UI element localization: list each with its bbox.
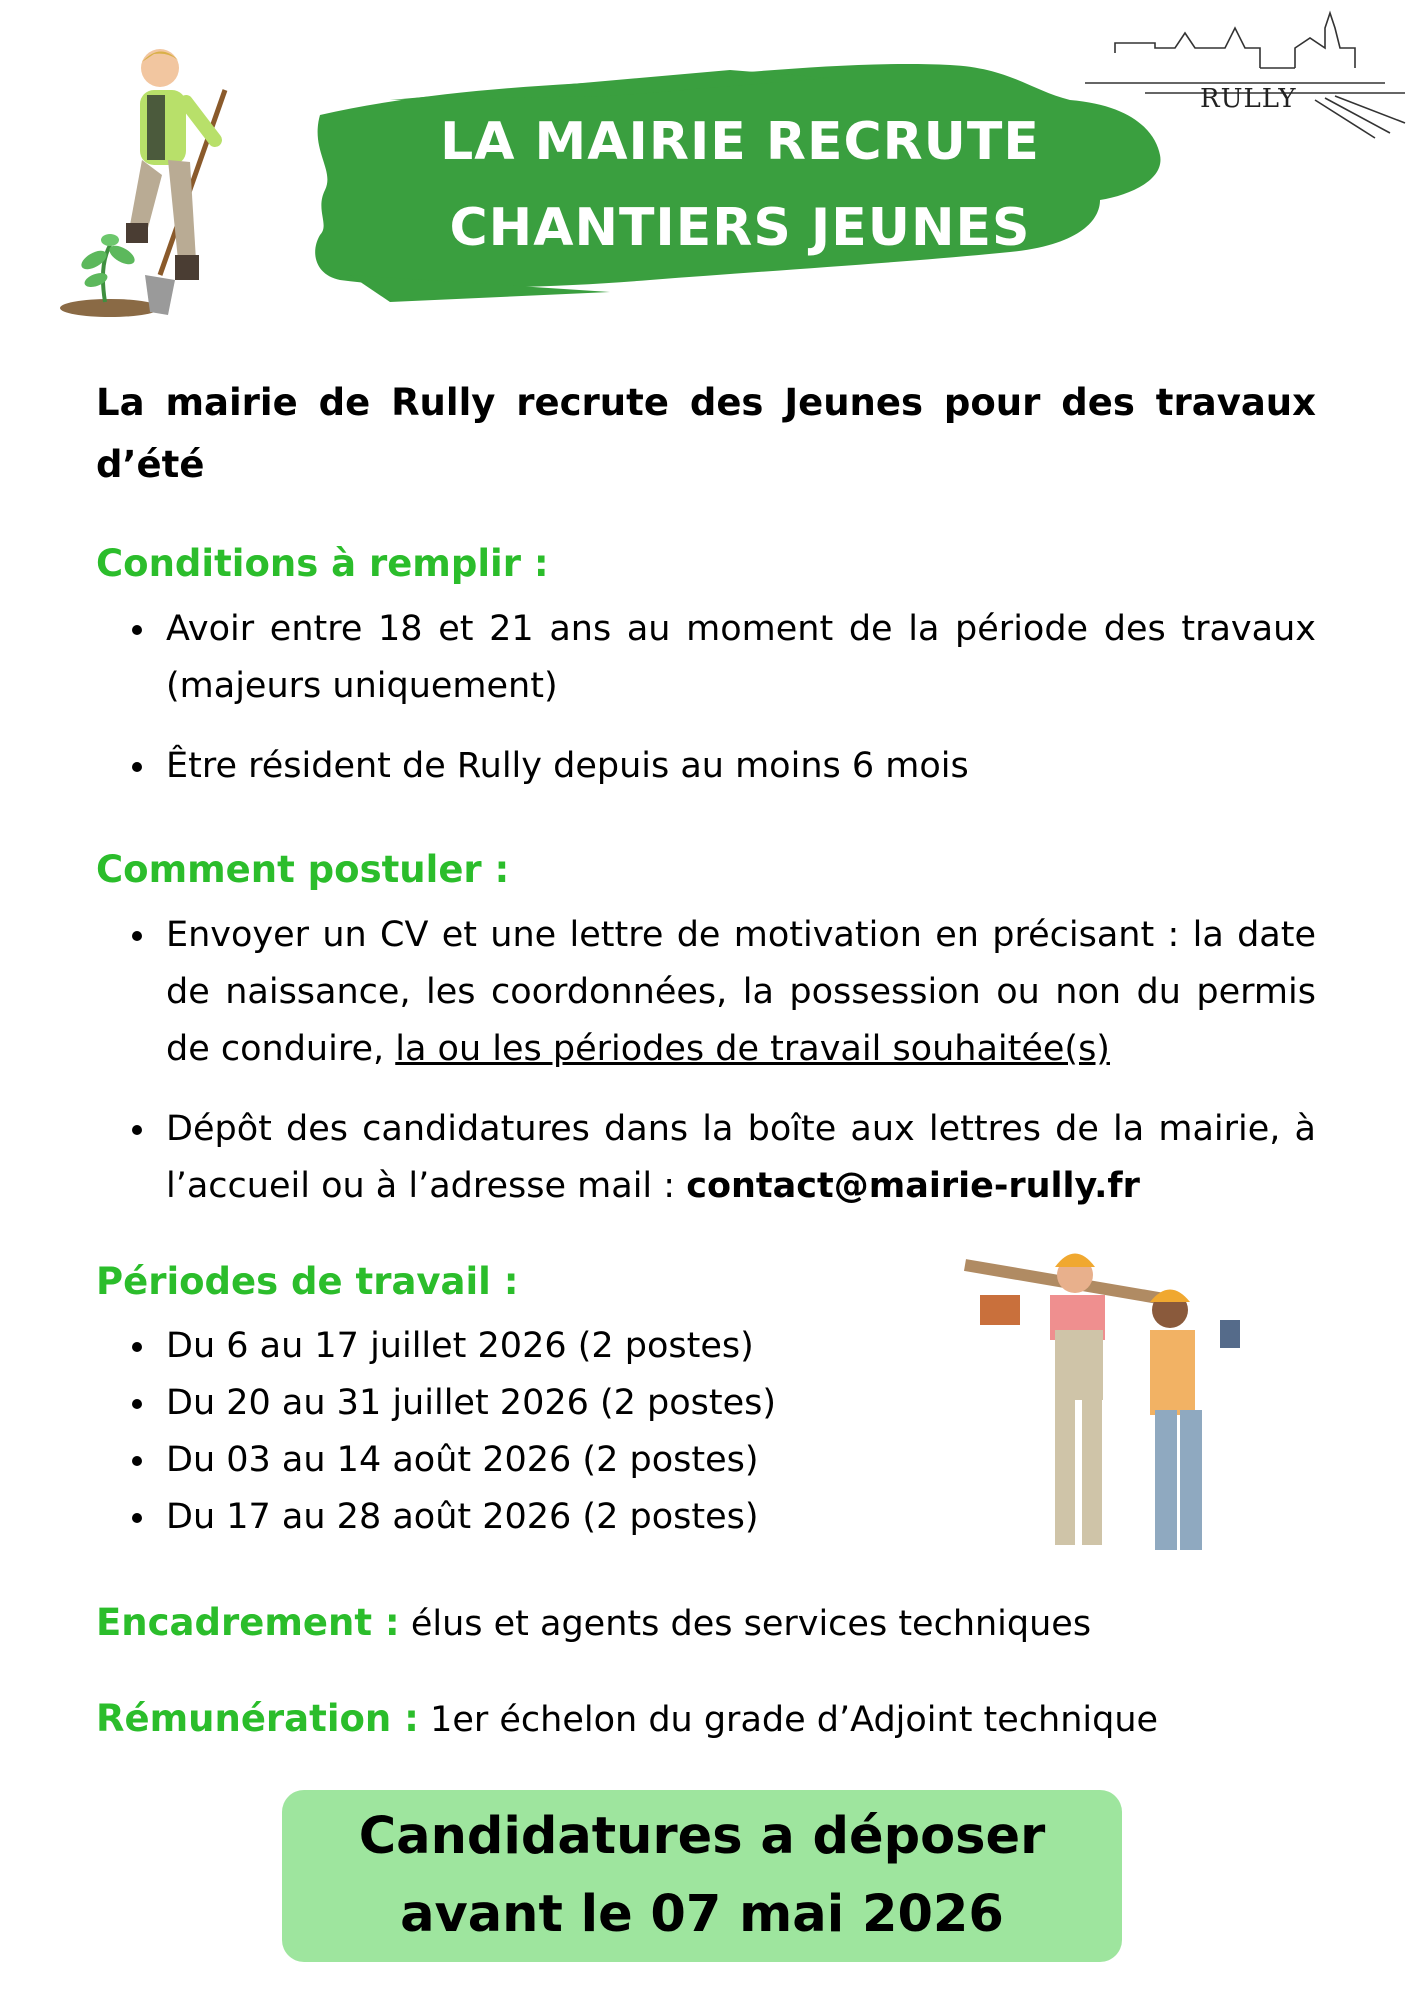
preferred-periods-text: la ou les périodes de travail souhaitée(s) (395, 1029, 1110, 1069)
list-item: Envoyer un CV et une lettre de motivation en précisant : la date de naissance, les coordonnées, la possession ou non du permis de conduire, la ou les périodes de travail souhaitée(s) (96, 907, 1316, 1078)
list-item: Du 03 au 14 août 2026 (2 postes) (96, 1432, 916, 1489)
list-item: Du 20 au 31 juillet 2026 (2 postes) (96, 1375, 916, 1432)
list-item: Dépôt des candidatures dans la boîte aux lettres de la mairie, à l’accueil ou à l’adresse mail : contact@mairie-rully.fr (96, 1101, 1316, 1215)
deadline-line1: Candidatures a déposer (358, 1807, 1046, 1866)
title-banner (310, 30, 1170, 350)
conditions-title: Conditions à remplir : (96, 542, 549, 585)
bullet-icon (132, 1125, 142, 1135)
rully-logo (1085, 8, 1410, 143)
list-item: Avoir entre 18 et 21 ans au moment de la période des travaux (majeurs uniquement) (96, 601, 1316, 715)
bullet-icon (132, 1456, 142, 1466)
logo-text: RULLY (1200, 84, 1297, 114)
pay-value: 1er échelon du grade d’Adjoint technique (418, 1700, 1159, 1740)
periods-list (96, 1318, 916, 1546)
pay-row (96, 1694, 1158, 1745)
contact-email[interactable]: contact@mairie-rully.fr (686, 1166, 1140, 1206)
bullet-icon (132, 1342, 142, 1352)
list-item: Être résident de Rully depuis au moins 6 mois (96, 738, 1316, 795)
banner-title-line2: CHANTIERS JEUNES (449, 198, 1031, 258)
bullet-icon (132, 1513, 142, 1523)
intro-heading: La mairie de Rully recrute des Jeunes pour des travaux d’été (96, 381, 1316, 486)
apply-list (96, 907, 1316, 1215)
pay-label: Rémunération : (96, 1697, 419, 1740)
gardener-illustration (50, 40, 240, 320)
supervision-label: Encadrement : (96, 1601, 400, 1644)
list-item: Du 6 au 17 juillet 2026 (2 postes) (96, 1318, 916, 1375)
bullet-icon (132, 625, 142, 635)
apply-title: Comment postuler : (96, 848, 510, 891)
workers-illustration (960, 1235, 1260, 1565)
bullet-icon (132, 762, 142, 772)
periods-title: Périodes de travail : (96, 1260, 519, 1303)
deadline-line2: avant le 07 mai 2026 (400, 1885, 1004, 1944)
banner-title-line1: LA MAIRIE RECRUTE (440, 112, 1040, 172)
supervision-row (96, 1598, 1091, 1649)
bullet-icon (132, 931, 142, 941)
supervision-value: élus et agents des services techniques (399, 1604, 1092, 1644)
deadline-box (282, 1790, 1122, 1962)
list-item: Du 17 au 28 août 2026 (2 postes) (96, 1489, 916, 1546)
bullet-icon (132, 1399, 142, 1409)
conditions-list (96, 601, 1316, 795)
